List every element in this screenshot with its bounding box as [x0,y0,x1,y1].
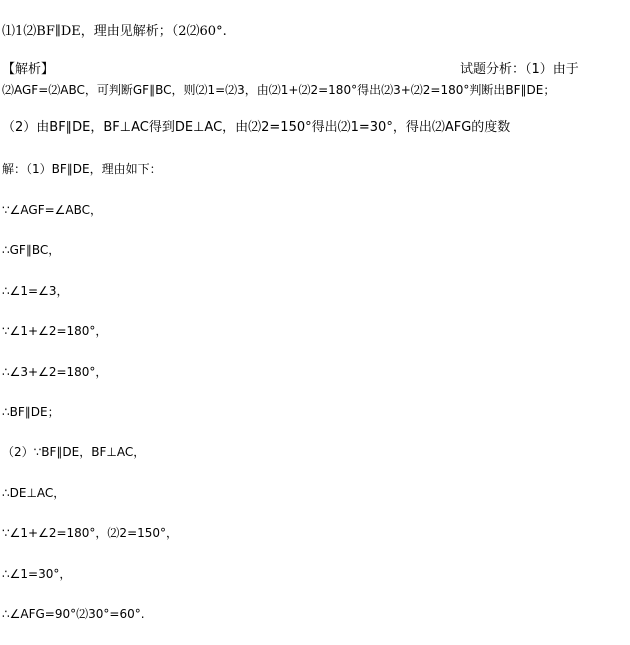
solution-header: 解：（1）BF∥DE，理由如下： [2,162,162,176]
solution-step: ∴∠AFG=90°⑵30°=60°. [2,607,145,621]
solution-step: ∵∠1+∠2=180°，⑵2=150°， [2,526,179,540]
solution-step: ∴BF∥DE； [2,405,60,419]
analysis-label: 试题分析：（1）由于 [460,62,579,77]
solution-step: ∴∠3+∠2=180°， [2,365,108,379]
solution-step: （2）∵BF∥DE，BF⊥AC， [2,445,146,459]
solution-step: ∵∠1+∠2=180°， [2,324,108,338]
answer-line: ⑴1⑵BF∥DE，理由见解析；（2⑵60°. [2,24,227,39]
analysis-line-1: ⑵AGF=⑵ABC，可判断GF∥BC，则⑵1=⑵3，由⑵1+⑵2=180°得出⑵3+⑵2=180°判断出BF∥DE； [2,83,556,97]
solution-step: ∴∠1=30°， [2,567,72,581]
solution-step: ∴GF∥BC， [2,243,61,257]
analysis-line-2: （2）由BF∥DE，BF⊥AC得到DE⊥AC，由⑵2=150°得出⑵1=30°，得出⑵AFG的度数 [2,120,511,135]
solution-step: ∵∠AGF=∠ABC， [2,203,103,217]
solution-step: ∴DE⊥AC， [2,486,66,500]
jiexi-label: 【解析】 [2,62,55,77]
solution-step: ∴∠1=∠3， [2,284,69,298]
